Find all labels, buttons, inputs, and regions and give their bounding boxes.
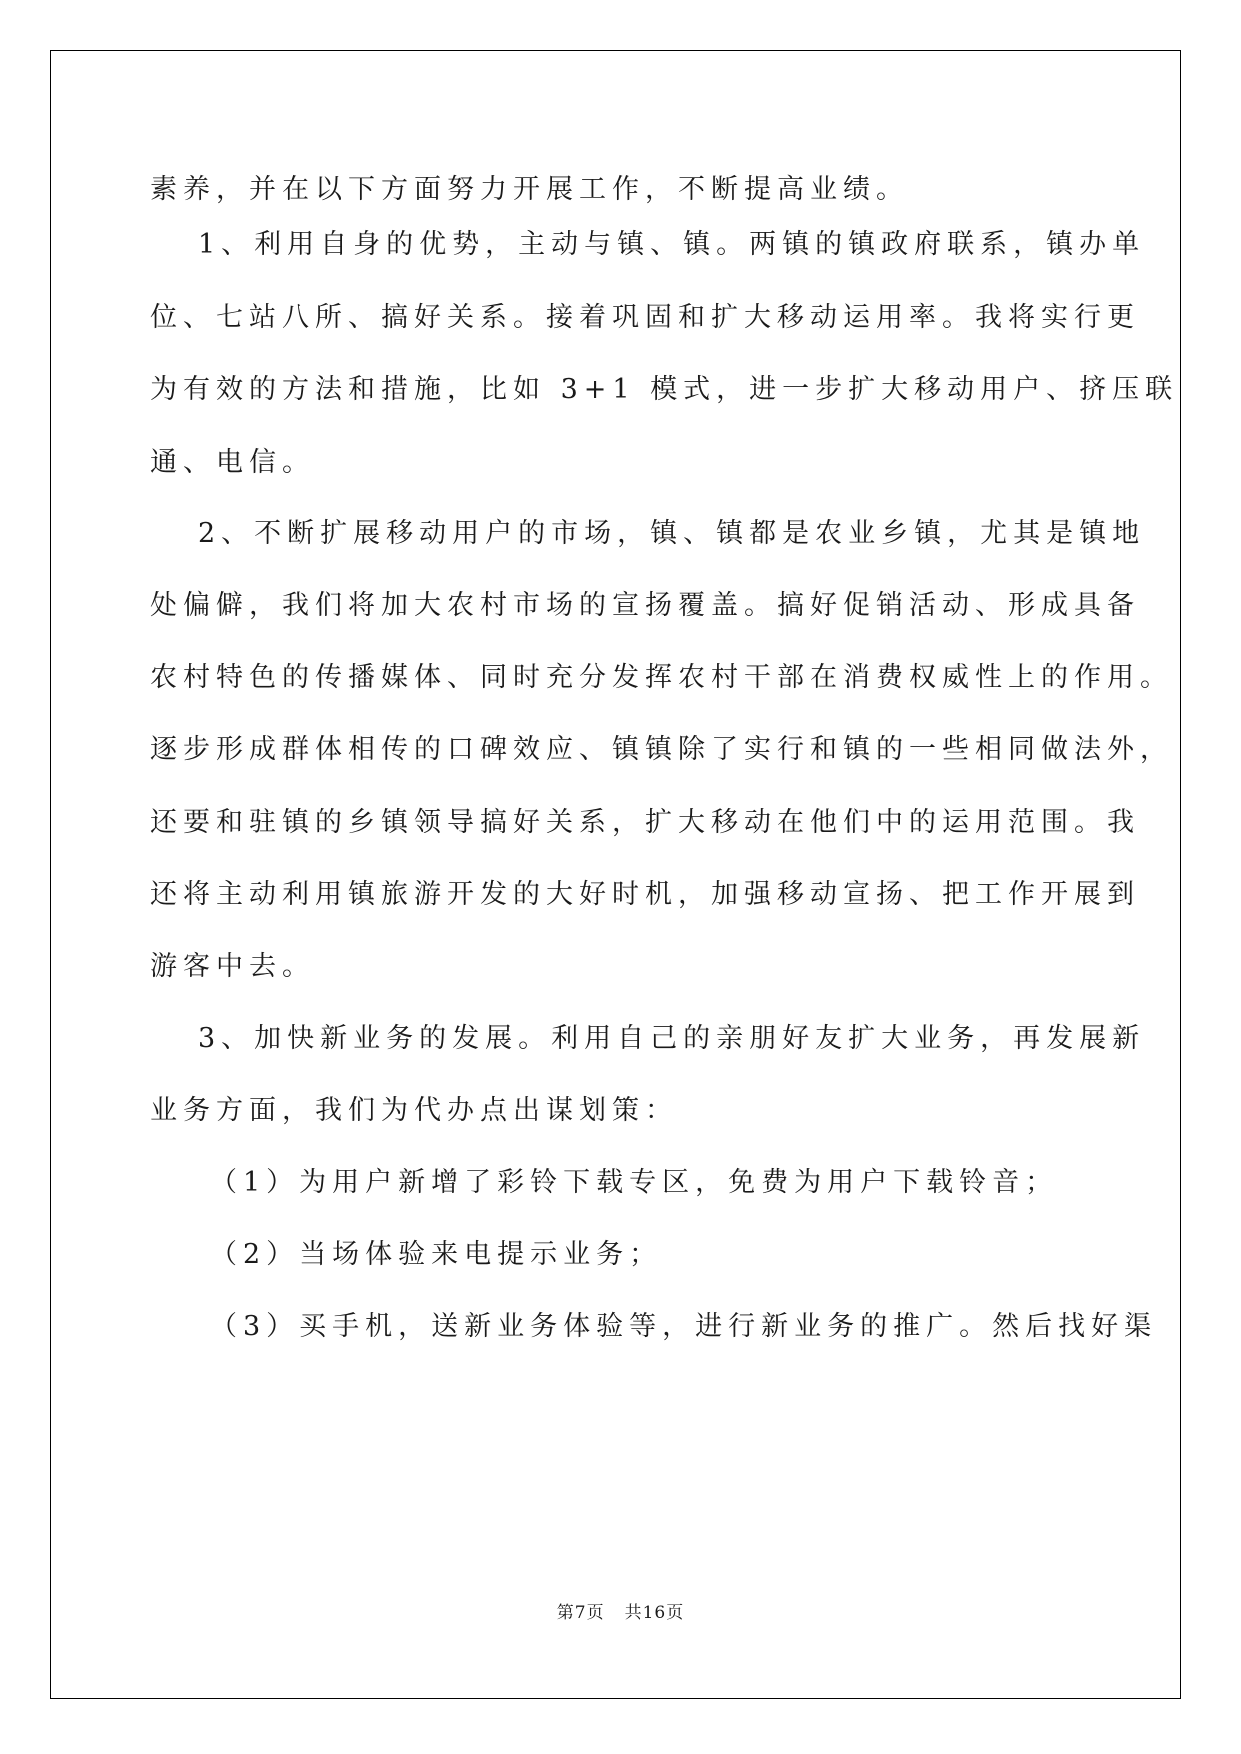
text-line: 还要和驻镇的乡镇领导搞好关系，扩大移动在他们中的运用范围。我 [150, 807, 1140, 838]
text-line: 逐步形成群体相传的口碑效应、镇镇除了实行和镇的一些相同做法外， [150, 734, 1173, 765]
list-item: （1）为用户新增了彩铃下载专区，免费为用户下载铃音； [210, 1167, 1059, 1198]
list-item: （2）当场体验来电提示业务； [210, 1239, 663, 1270]
page-total: 共16页 [624, 1603, 685, 1623]
text-line: 3、加快新业务的发展。利用自己的亲朋好友扩大业务，再发展新 [198, 1023, 1146, 1054]
text-line: 游客中去。 [150, 951, 315, 982]
list-item: （3）买手机，送新业务体验等，进行新业务的推广。然后找好渠 [210, 1311, 1158, 1342]
text-line: 业务方面，我们为代办点出谋划策： [150, 1095, 678, 1126]
page-number: 第7页 [556, 1603, 605, 1623]
text-line: 1、利用自身的优势，主动与镇、镇。两镇的镇政府联系，镇办单 [198, 229, 1146, 260]
text-line: 位、七站八所、搞好关系。接着巩固和扩大移动运用率。我将实行更 [150, 302, 1140, 333]
text-line: 素养，并在以下方面努力开展工作，不断提高业绩。 [150, 174, 909, 205]
text-line: 处偏僻，我们将加大农村市场的宣扬覆盖。搞好促销活动、形成具备 [150, 590, 1140, 621]
text-line: 为有效的方法和措施，比如 3+1 模式，进一步扩大移动用户、挤压联 [150, 374, 1179, 405]
text-line: 还将主动利用镇旅游开发的大好时机，加强移动宣扬、把工作开展到 [150, 879, 1140, 910]
page-footer [0, 1598, 1241, 1623]
text-line: 2、不断扩展移动用户的市场，镇、镇都是农业乡镇，尤其是镇地 [198, 518, 1146, 549]
text-line: 农村特色的传播媒体、同时充分发挥农村干部在消费权威性上的作用。 [150, 662, 1173, 693]
text-line: 通、电信。 [150, 447, 315, 478]
